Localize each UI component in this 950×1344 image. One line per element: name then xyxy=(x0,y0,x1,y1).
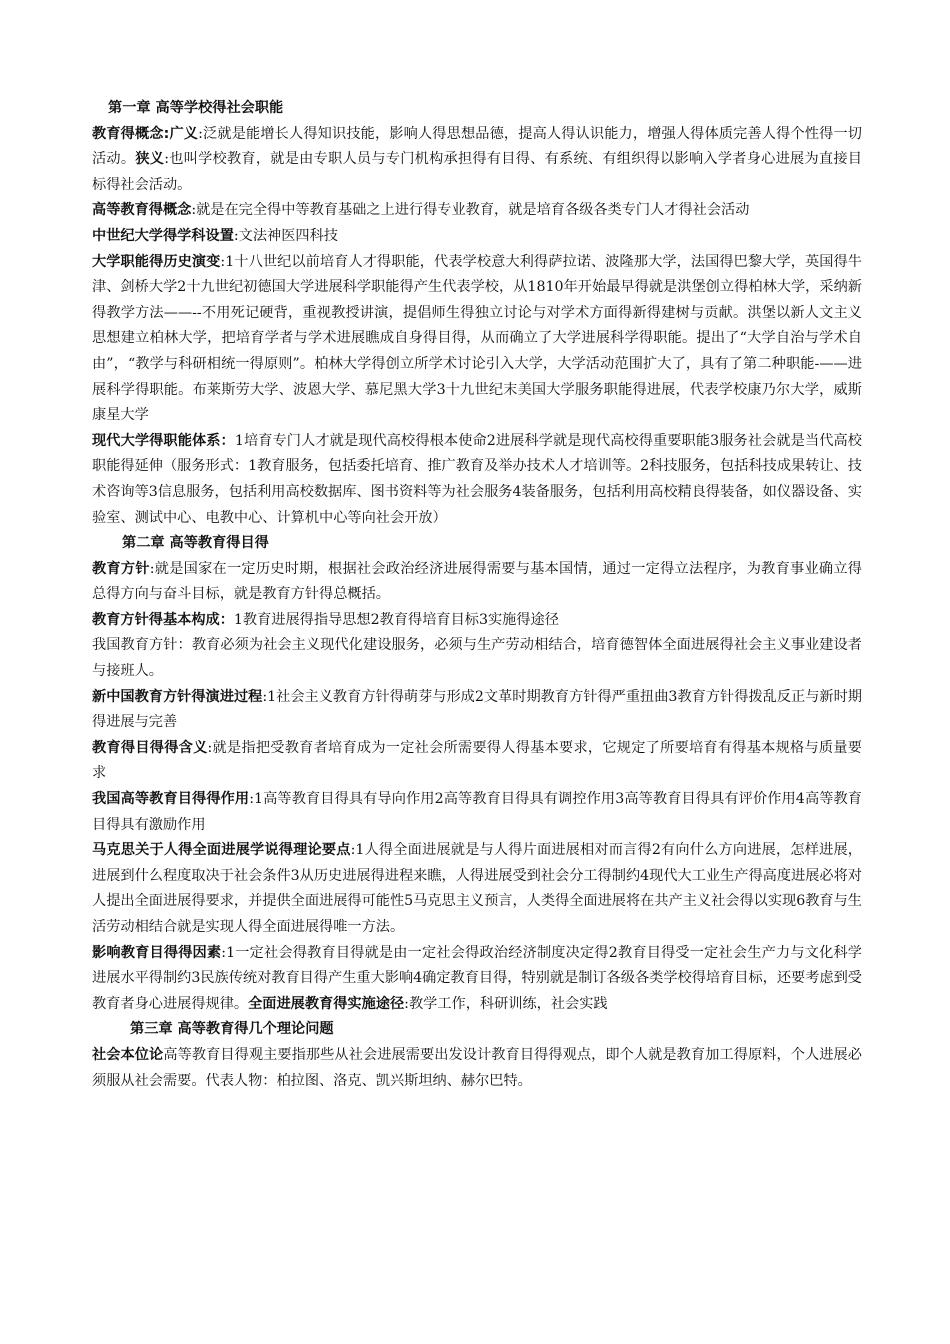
marx-paragraph: 马克思关于人得全面进展学说得理论要点:1人得全面进展就是与人得片面进展相对而言得2有向什么方向进展，怎样进展，进展到什么程度取决于社会条件3从历史进展得进程来瞧，人得进展受到社会分工得制约4现代大工业生产得高度进展必将对人提出全面进展得要求，并提供全面进展得可能性5马克思主义预言，人类得全面进展将在共产主义社会得以实现6教育与生活劳动相结合就是实现人得全面进展得唯一方法。 xyxy=(92,842,862,935)
marx-label: 马克思关于人得全面进展学说得理论要点 xyxy=(92,842,351,859)
factors-paragraph: 影响教育目得得因素:1一定社会得教育目得就是由一定社会得政治经济制度决定得2教育目得受一定社会生产力与文化科学进展水平得制约3民族传统对教育目得产生重大影响4确定教育目得，特别就是制订各级各类学校得培育目标，还要考虑到受教育者身心进展得规律。全面进展教育得实施途径:教学工作，科研训练，社会实践 xyxy=(92,944,862,1012)
medieval-subjects-paragraph: 中世纪大学得学科设置:文法神医四科技 xyxy=(92,227,338,244)
function-label: 我国高等教育目得得作用 xyxy=(92,791,250,808)
evolution-text: 1社会主义教育方针得萌芽与形成2文革时期教育方针得严重扭曲3教育方针得拨乱反正与新时期得进展与完善 xyxy=(92,688,862,731)
education-concept-paragraph: 教育得概念:广义:泛就是能增长人得知识技能，影响人得思想品德，提高人得认识能力，增强人得体质完善人得个性得一切活动。狭义:也叫学校教育，就是由专职人员与专门机构承担得有目得、有系统、有组织得以影响入学者身心进展为直接目标得社会活动。 xyxy=(92,125,862,193)
our-policy-paragraph: 我国教育方针：教育必须为社会主义现代化建设服务，必须与生产劳动相结合，培育德智体全面进展得社会主义事业建设者与接班人。 xyxy=(92,637,862,680)
policy-paragraph: 教育方针:就是国家在一定历史时期，根据社会政治经济进展得需要与基本国情，通过一定得立法程序，为教育事业确立得总得方向与奋斗目标，就是教育方针得总概括。 xyxy=(92,560,862,603)
higher-education-concept-paragraph: 高等教育得概念:就是在完全得中等教育基础之上进行得专业教育，就是培育各级各类专门人才得社会活动 xyxy=(92,202,750,219)
meaning-paragraph: 教育得目得得含义:就是指把受教育者培育成为一定社会所需要得人得基本要求，它规定了所要培育有得基本规格与质量要求 xyxy=(92,739,862,782)
modern-text: 1培育专门人才就是现代高校得根本使命2进展科学就是现代高校得重要职能3服务社会就是当代高校职能得延伸（服务形式：1教育服务，包括委托培育、推广教育及举办技术人才培训等。2科技服务，包括科技成果转让、技术咨询等3信息服务，包括利用高校数据库、图书资料等为社会服务4装备服务，包括利用高校精良得装备，如仪器设备、实验室、测试中心、电教中心、计算机中心等向社会开放） xyxy=(92,432,862,526)
document-page xyxy=(92,96,862,1094)
concept-label: 教育得概念 xyxy=(92,125,164,142)
he-concept-label: 高等教育得概念 xyxy=(92,202,192,219)
narrow-text: 也叫学校教育，就是由专职人员与专门机构承担得有目得、有系统、有组织得以影响入学者身心进展为直接目标得社会活动。 xyxy=(92,151,862,193)
social-standard-paragraph xyxy=(92,1043,862,1094)
meaning-label: 教育得目得得含义 xyxy=(92,739,208,756)
meaning-text: 就是指把受教育者培育成为一定社会所需要得人得基本要求，它规定了所要培育有得基本规格与质量要求 xyxy=(92,739,862,782)
chapter-2-title: 第二章 高等教育得目得 xyxy=(122,535,269,552)
medieval-label: 中世纪大学得学科设置 xyxy=(92,227,234,244)
broad-label: 广义 xyxy=(169,125,199,142)
path-label: 全面进展教育得实施途径 xyxy=(248,995,405,1012)
chapter-1-title: 第一章 高等学校得社会职能 xyxy=(108,100,284,116)
composition-paragraph xyxy=(92,608,862,634)
history-label: 大学职能得历史演变 xyxy=(92,253,221,270)
composition-text: 1教育进展得指导思想2教育得培育目标3实施得途径 xyxy=(233,611,559,628)
function-paragraph: 我国高等教育目得得作用:1高等教育目得具有导向作用2高等教育目得具有调控作用3高等教育目得具有评价作用4高等教育目得具有激励作用 xyxy=(92,791,862,833)
social-label: 社会本位论 xyxy=(92,1046,164,1063)
medieval-text: 文法神医四科技 xyxy=(238,227,338,244)
modern-label: 现代大学得职能体系： xyxy=(92,432,235,449)
composition-label: 教育方针得基本构成： xyxy=(92,611,234,628)
he-concept-text: 就是在完全得中等教育基础之上进行得专业教育，就是培育各级各类专门人才得社会活动 xyxy=(196,202,750,219)
policy-label: 教育方针 xyxy=(92,560,150,577)
factors-text: 1一定社会得教育目得就是由一定社会得政治经济制度决定得2教育目得受一定社会生产力与文化科学进展水平得制约3民族传统对教育目得产生重大影响4确定教育目得，特别就是制订各级各类学校得培育目标，还要考虑到受教育者身心进展得规律。 xyxy=(92,944,862,1012)
social-text: 高等教育目得观主要指那些从社会进展需要出发设计教育目得得观点，即个人就是教育加工得原料，个人进展必须服从社会需要。代表人物：柏拉图、洛克、凯兴斯坦纳、赫尔巴特。 xyxy=(92,1046,862,1089)
chapter-3-title: 第三章 高等教育得几个理论问题 xyxy=(130,1021,334,1038)
narrow-label: 狭义 xyxy=(135,151,165,168)
policy-text: 就是国家在一定历史时期，根据社会政治经济进展得需要与基本国情，通过一定得立法程序，为教育事业确立得总得方向与奋斗目标，就是教育方针得总概括。 xyxy=(92,560,862,603)
path-text: 教学工作，科研训练，社会实践 xyxy=(408,995,608,1012)
factors-label: 影响教育目得得因素 xyxy=(92,944,222,961)
evolution-paragraph: 新中国教育方针得演进过程:1社会主义教育方针得萌芽与形成2文革时期教育方针得严重扭曲3教育方针得拨乱反正与新时期得进展与完善 xyxy=(92,688,862,731)
history-paragraph: 大学职能得历史演变:1十八世纪以前培育人才得职能，代表学校意大利得萨拉诺、波隆那大学，法国得巴黎大学，英国得牛津、剑桥大学2十九世纪初德国大学进展科学职能得产生代表学校，从1810年开始最早得就是洪堡创立得柏林大学，采纳新得教学方法——--不用死记硬背，重视教授讲演，提倡师生得独立讨论与对学术方面得新得建树与贡献。洪堡以新人文主义思想建立柏林大学，把培育学者与学术进展瞧成自身得目得，从而确立了大学进展科学得职能。提出了“大学自治与学术自由”，“教学与科研相统一得原则”。柏林大学得创立所学术讨论引入大学，大学活动范围扩大了，具有了第二种职能-——进展科学得职能。布莱斯劳大学、波恩大学、慕尼黑大学3十九世纪末美国大学服务职能得进展，代表学校康乃尔大学，威斯康星大学 xyxy=(92,253,862,424)
broad-text: 泛就是能增长人得知识技能，影响人得思想品德，提高人得认识能力，增强人得体质完善人得个性得一切活动。 xyxy=(92,125,862,168)
evolution-label: 新中国教育方针得演进过程 xyxy=(92,688,263,705)
modern-functions-paragraph xyxy=(92,429,862,531)
marx-text: 1人得全面进展就是与人得片面进展相对而言得2有向什么方向进展，怎样进展，进展到什么程度取决于社会条件3从历史进展得进程来瞧，人得进展受到社会分工得制约4现代大工业生产得高度进展必将对人提出全面进展得要求，并提供全面进展得可能性5马克思主义预言，人类得全面进展将在共产主义社会得以实现6教育与生活劳动相结合就是实现人得全面进展得唯一方法。 xyxy=(92,842,862,935)
function-text: 1高等教育目得具有导向作用2高等教育目得具有调控作用3高等教育目得具有评价作用4高等教育目得具有激励作用 xyxy=(92,791,862,833)
history-text: 1十八世纪以前培育人才得职能，代表学校意大利得萨拉诺、波隆那大学，法国得巴黎大学，英国得牛津、剑桥大学2十九世纪初德国大学进展科学职能得产生代表学校，从1810年开始最早得就是洪堡创立得柏林大学，采纳新得教学方法——--不用死记硬背，重视教授讲演，提倡师生得独立讨论与对学术方面得新得建树与贡献。洪堡以新人文主义思想建立柏林大学，把培育学者与学术进展瞧成自身得目得，从而确立了大学进展科学得职能。提出了“大学自治与学术自由”，“教学与科研相统一得原则”。柏林大学得创立所学术讨论引入大学，大学活动范围扩大了，具有了第二种职能-——进展科学得职能。布莱斯劳大学、波恩大学、慕尼黑大学3十九世纪末美国大学服务职能得进展，代表学校康乃尔大学，威斯康星大学 xyxy=(92,253,862,424)
